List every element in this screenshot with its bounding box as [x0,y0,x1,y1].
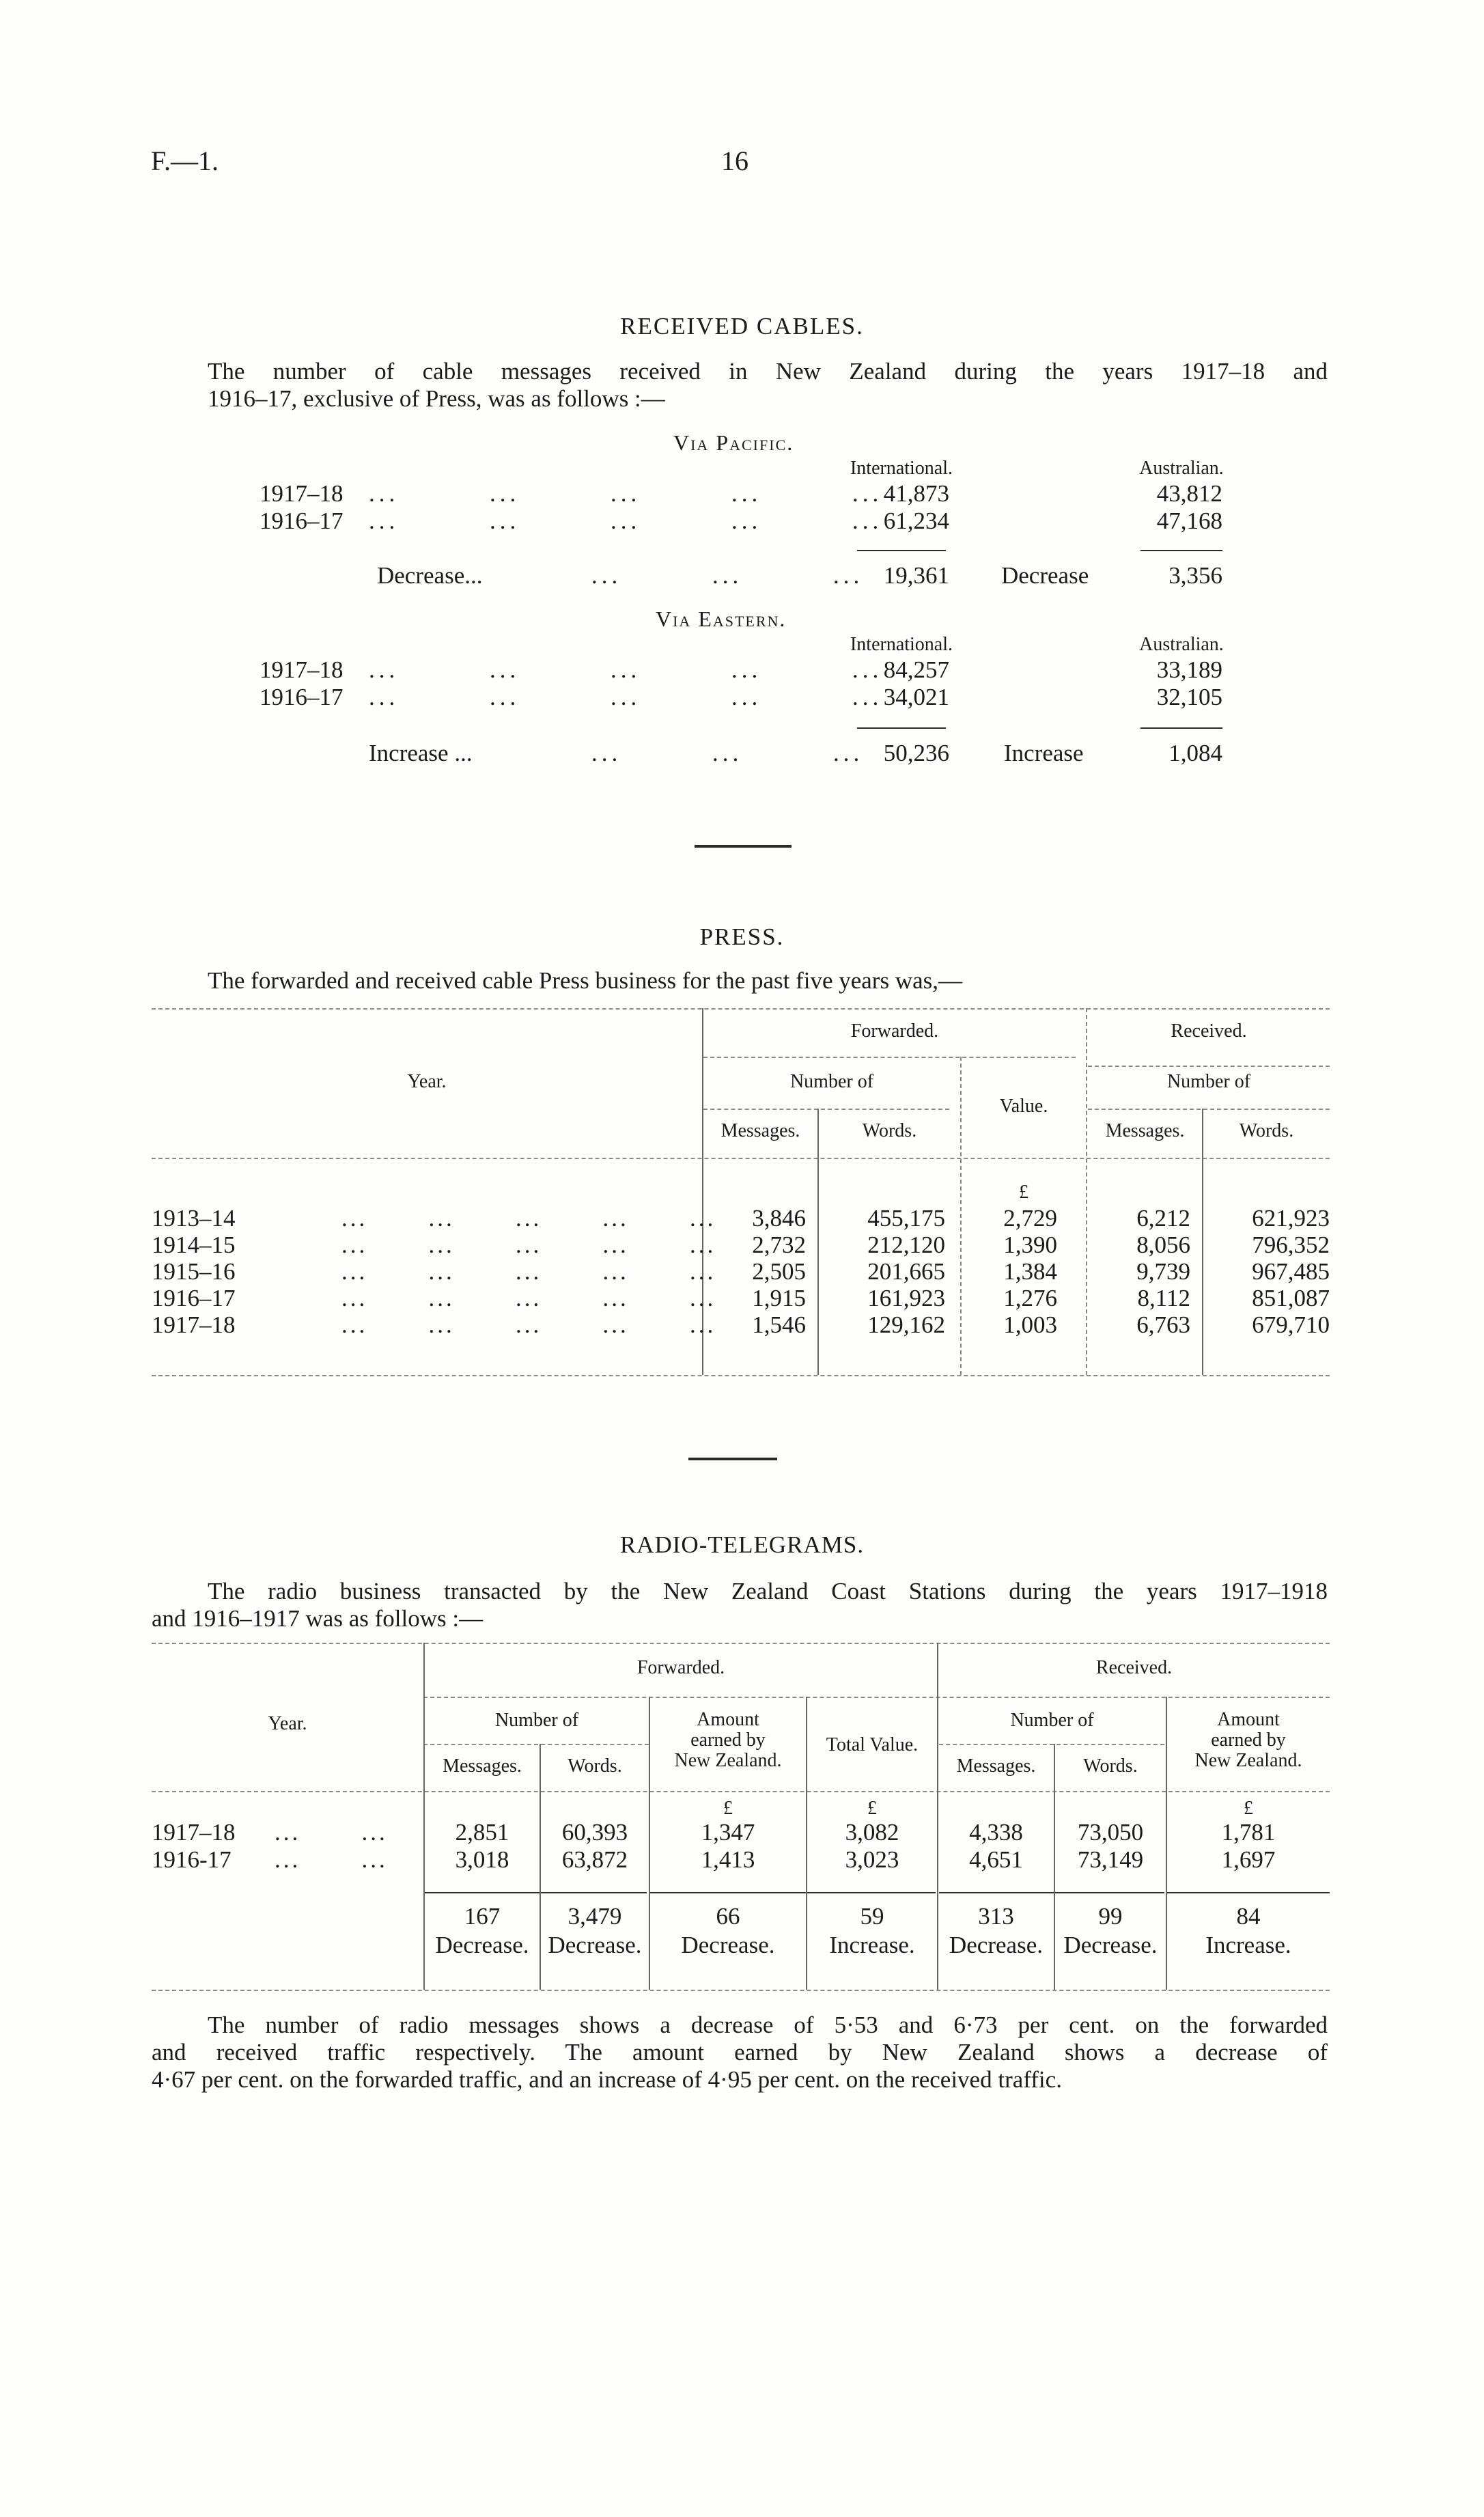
press-rcv-messages: 6,212 [1136,1205,1190,1232]
diff-value: 84 [1236,1903,1261,1930]
eastern-row-label: 1916–17 [260,684,344,710]
radio-row-year: 1917–18 [152,1819,236,1846]
press-rcv-words: 851,087 [1252,1285,1330,1311]
diff-value: 167 [464,1903,501,1930]
amount-header-line: New Zealand. [1194,1750,1302,1771]
press-fwd-messages: 1,915 [752,1285,806,1311]
radio-received-header: Received. [1095,1657,1173,1678]
radio-year-header: Year. [268,1713,307,1734]
sum-rule [1166,1892,1330,1893]
sum-rule [1140,550,1222,551]
sum-rule [857,727,946,729]
leader-dots: ... ... ... ... ... [341,1232,716,1258]
intro-line: The number of cable messages received in New Zealand during the years 1917–18 and [208,358,1328,385]
diff-label: Decrease. [949,1932,1043,1958]
pacific-total-label: Decrease... [377,562,483,589]
sum-rule [423,1892,647,1893]
leader-dots: ... ... ... [591,562,864,589]
radio-diff-total-value [807,1902,937,1960]
press-value: 1,384 [1003,1258,1057,1285]
radio-intro [152,1578,1328,1632]
via-pacific-heading: Via Pacific. [673,430,794,455]
leader-dots: ... ... ... ... ... [341,1205,716,1232]
eastern-total-text: Increase [369,740,449,766]
radio-fwd-amount: 1,413 [701,1846,755,1873]
table-rule [152,1791,1330,1792]
radio-rcv-messages: 4,651 [969,1846,1023,1873]
press-received-header: Received. [1171,1020,1247,1042]
table-rule [1088,1066,1330,1067]
press-fwd-messages: 3,846 [752,1205,806,1232]
table-rule [1088,1109,1330,1110]
press-fwd-messages-header: Messages. [720,1120,800,1141]
table-rule [152,1008,1330,1010]
amount-header-line: New Zealand. [674,1750,782,1771]
pacific-row-label: 1916–17 [260,507,344,534]
page-number: 16 [721,145,748,176]
radio-fwd-amount-header [650,1710,806,1771]
radio-currency-symbol: £ [1244,1798,1253,1819]
press-rcv-words: 679,710 [1252,1311,1330,1338]
closing-line: and received traffic respectively. The amount earned by New Zealand shows a decrease of [152,2039,1328,2066]
press-fwd-words: 129,162 [867,1311,945,1338]
leader-dots: ... ... ... ... ... [369,480,883,507]
press-row-year: 1914–15 [152,1232,236,1258]
eastern-international: 84,257 [883,656,949,683]
col-australian: Australian. [1139,458,1224,479]
press-value-header: Value. [999,1096,1048,1117]
pacific-australian: 47,168 [1156,507,1222,534]
eastern-row-label: 1917–18 [260,656,344,683]
col-international: International. [850,634,953,655]
pacific-row-label: 1917–18 [260,480,344,507]
received-cables-title: RECEIVED CABLES. [620,313,864,339]
press-row-year: 1915–16 [152,1258,236,1285]
press-rcv-words: 967,485 [1252,1258,1330,1285]
leader-dots: ... ... ... ... ... [341,1258,716,1285]
radio-fwd-amount: 1,347 [701,1819,755,1846]
press-fwd-messages: 1,546 [752,1311,806,1338]
eastern-australian: 33,189 [1156,656,1222,683]
eastern-total-australian: 1,084 [1168,740,1222,766]
radio-title: RADIO-TELEGRAMS. [619,1531,865,1558]
radio-diff-fwd-amount [650,1902,806,1960]
leader-dots: ... ... ... [591,740,864,766]
leader-dots: ... ... ... ... ... [369,656,883,683]
press-value: 1,003 [1003,1311,1057,1338]
radio-rcv-amount: 1,781 [1221,1819,1276,1846]
press-row-year: 1913–14 [152,1205,236,1232]
table-rule [703,1109,949,1110]
pacific-total-australian: 3,356 [1168,562,1222,589]
radio-diff-fwd-messages [425,1902,540,1960]
radio-fwd-words-header: Words. [568,1755,622,1777]
table-rule [423,1744,649,1745]
received-cables-intro [208,358,1328,413]
pacific-total-text: Decrease [377,562,465,589]
radio-rcv-messages: 4,338 [969,1819,1023,1846]
radio-diff-rcv-amount [1167,1902,1330,1960]
pacific-australian: 43,812 [1156,480,1222,507]
intro-line: The radio business transacted by the New Zealand Coast Stations during the years 1917–1918 [208,1578,1328,1604]
press-rcv-words: 796,352 [1252,1232,1330,1258]
diff-label: Decrease. [1063,1932,1158,1958]
radio-rcv-messages-header: Messages. [956,1755,1036,1777]
sum-rule [939,1892,1164,1893]
press-fwd-words: 201,665 [867,1258,945,1285]
press-rcv-words-header: Words. [1239,1120,1294,1141]
radio-fwd-messages: 2,851 [455,1819,509,1846]
amount-header-line: earned by [690,1729,766,1751]
radio-total-value-header: Total Value. [826,1734,919,1755]
eastern-australian: 32,105 [1156,684,1222,710]
leader-dots: ... ... ... ... ... [369,684,883,710]
press-rcv-messages: 8,056 [1136,1232,1190,1258]
press-rcv-messages-header: Messages. [1105,1120,1185,1141]
section-divider [695,845,792,848]
radio-fwd-number-of: Number of [494,1710,579,1731]
table-rule [703,1057,1076,1058]
diff-value: 313 [978,1903,1014,1930]
diff-value: 3,479 [568,1903,622,1930]
leader-dots: ... ... ... ... ... [341,1285,716,1311]
pacific-international: 61,234 [883,507,949,534]
press-rcv-number-of: Number of [1166,1071,1251,1092]
radio-total-value: 3,082 [845,1819,899,1846]
pacific-international: 41,873 [883,480,949,507]
press-value: 2,729 [1003,1205,1057,1232]
radio-fwd-messages: 3,018 [455,1846,509,1873]
radio-rcv-words-header: Words. [1083,1755,1138,1777]
radio-fwd-messages-header: Messages. [443,1755,522,1777]
press-forwarded-header: Forwarded. [850,1020,939,1042]
diff-label: Decrease. [435,1932,529,1958]
radio-diff-rcv-messages [938,1902,1054,1960]
sum-rule [857,550,946,551]
pacific-total-international: 19,361 [883,562,949,589]
radio-forwarded-header: Forwarded. [636,1657,725,1678]
sum-rule [649,1892,936,1893]
leader-dots: ... ... [275,1819,388,1846]
radio-currency-symbol: £ [723,1798,733,1819]
table-rule [939,1744,1164,1745]
radio-diff-fwd-words [541,1902,649,1960]
diff-label: Increase. [1205,1932,1291,1958]
diff-label: Decrease. [548,1932,642,1958]
radio-rcv-number-of: Number of [1010,1710,1094,1731]
amount-header-line: Amount [697,1709,759,1730]
press-value: 1,390 [1003,1232,1057,1258]
section-divider [688,1458,777,1460]
closing-line: 4·67 per cent. on the forwarded traffic, and an increase of 4·95 per cent. on the received traffic. [152,2066,1062,2093]
radio-rcv-words: 73,149 [1077,1846,1144,1873]
amount-header-line: earned by [1211,1729,1286,1751]
press-rcv-messages: 6,763 [1136,1311,1190,1338]
leader-dots: ... ... [275,1846,388,1873]
press-intro: The forwarded and received cable Press business for the past five years was,— [208,967,963,994]
eastern-total-aus-label: Increase [1004,740,1084,766]
press-rcv-messages: 9,739 [1136,1258,1190,1285]
radio-total-value: 3,023 [845,1846,899,1873]
leader-dots: ... ... ... ... ... [369,507,883,534]
col-australian: Australian. [1139,634,1224,655]
press-row-year: 1917–18 [152,1311,236,1338]
press-year-header: Year. [407,1071,447,1092]
closing-line: The number of radio messages shows a decrease of 5·53 and 6·73 per cent. on the forwarded [208,2012,1328,2038]
press-fwd-words: 455,175 [867,1205,945,1232]
press-currency-symbol: £ [1019,1182,1028,1203]
radio-fwd-words: 63,872 [561,1846,628,1873]
radio-closing-paragraph [152,2012,1328,2094]
radio-rcv-amount-header [1167,1710,1330,1771]
table-rule [152,1375,1330,1376]
eastern-total-international: 50,236 [883,740,949,766]
diff-value: 99 [1098,1903,1123,1930]
press-row-year: 1916–17 [152,1285,236,1311]
table-rule [152,1990,1330,1991]
press-fwd-words: 212,120 [867,1232,945,1258]
press-rcv-messages: 8,112 [1137,1285,1190,1311]
intro-line: 1916–17, exclusive of Press, was as follows :— [208,385,665,412]
radio-fwd-words: 60,393 [561,1819,628,1846]
radio-rcv-words: 73,050 [1077,1819,1144,1846]
radio-rcv-amount: 1,697 [1221,1846,1276,1873]
table-rule [152,1643,1330,1644]
table-rule [152,1158,1330,1159]
press-rcv-words: 621,923 [1252,1205,1330,1232]
document-reference: F.—1. [151,145,219,176]
radio-diff-rcv-words [1055,1902,1166,1960]
press-fwd-words-header: Words. [862,1120,917,1141]
table-rule [423,1697,1330,1698]
press-fwd-messages: 2,732 [752,1232,806,1258]
diff-value: 59 [860,1903,884,1930]
column-rule [1086,1008,1087,1375]
pacific-total-aus-label: Decrease [1001,562,1089,589]
via-eastern-heading: Via Eastern. [656,607,787,631]
press-value: 1,276 [1003,1285,1057,1311]
sum-rule [1140,727,1222,729]
radio-currency-symbol: £ [867,1798,877,1819]
diff-label: Increase. [829,1932,915,1958]
radio-row-year: 1916-17 [152,1846,232,1873]
intro-line: and 1916–1917 was as follows :— [152,1605,484,1632]
press-fwd-number-of: Number of [789,1071,874,1092]
eastern-international: 34,021 [883,684,949,710]
col-international: International. [850,458,953,479]
diff-label: Decrease. [681,1932,775,1958]
leader-dots: ... ... ... ... ... [341,1311,716,1338]
press-fwd-messages: 2,505 [752,1258,806,1285]
eastern-total-label: Increase ... [369,740,473,766]
press-fwd-words: 161,923 [867,1285,945,1311]
amount-header-line: Amount [1217,1709,1280,1730]
press-title: PRESS. [699,923,785,950]
diff-value: 66 [716,1903,740,1930]
